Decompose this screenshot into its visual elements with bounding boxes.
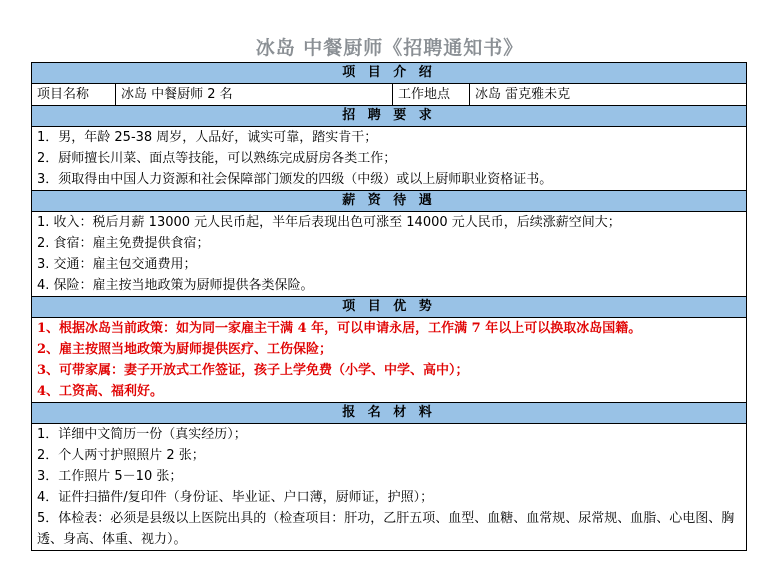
section-header-requirements: 招 聘 要 求 [32,106,747,127]
project-name-value: 冰岛 中餐厨师 2 名 [116,84,393,106]
list-item: 1. 收入：税后月薪 13000 元人民币起，半年后表现出色可涨至 14000 元人民币，后续涨薪空间大； [37,215,621,230]
list-item: 3. 交通：雇主包交通费用； [37,257,197,272]
list-item: 3．须取得由中国人力资源和社会保障部门颁发的四级（中级）或以上厨师职业资格证书。 [37,172,553,187]
recruitment-table [31,62,747,551]
work-location-value: 冰岛 雷克雅未克 [470,84,747,106]
list-item: 2、雇主按照当地政策为厨师提供医疗、工伤保险； [37,342,333,357]
list-item: 1、根据冰岛当前政策：如为同一家雇主干满 4 年，可以申请永居，工作满 7 年以上可以换取冰岛国籍。 [37,321,642,336]
list-item: 3、可带家属：妻子开放式工作签证，孩子上学免费（小学、中学、高中）； [37,363,469,378]
list-item: 2．厨师擅长川菜、面点等技能，可以熟练完成厨房各类工作； [37,151,397,166]
work-location-label: 工作地点 [393,84,470,106]
materials-list [32,424,747,551]
document-title: 冰岛 中餐厨师《招聘通知书》 [255,37,524,59]
section-header-salary: 薪 资 待 遇 [32,191,747,212]
list-item: 1．详细中文简历一份（真实经历）； [37,427,247,442]
list-item: 3．工作照片 5－10 张； [37,469,183,484]
salary-list [32,212,747,297]
list-item: 4．证件扫描件/复印件（身份证、毕业证、户口薄，厨师证，护照）； [37,490,434,505]
section-header-materials: 报 名 材 料 [32,403,747,424]
section-header-advantages: 项 目 优 势 [32,297,747,318]
list-item: 4. 保险：雇主按当地政策为厨师提供各类保险。 [37,278,314,293]
requirements-list [32,127,747,191]
list-item: 5．体检表：必须是县级以上医院出具的（检查项目：肝功，乙肝五项、血型、血糖、血常规、尿常规、血脂、心电图、胸透、身高、体重、视力）。 [37,511,735,547]
list-item: 2. 食宿：雇主免费提供食宿； [37,236,210,251]
advantages-list [32,318,747,403]
section-header-project-intro: 项 目 介 绍 [32,63,747,84]
list-item: 4、工资高、福利好。 [37,384,164,399]
list-item: 1．男，年龄 25-38 周岁，人品好，诚实可靠，踏实肯干； [37,130,378,145]
list-item: 2．个人两寸护照照片 2 张； [37,448,205,463]
project-name-label: 项目名称 [32,84,116,106]
